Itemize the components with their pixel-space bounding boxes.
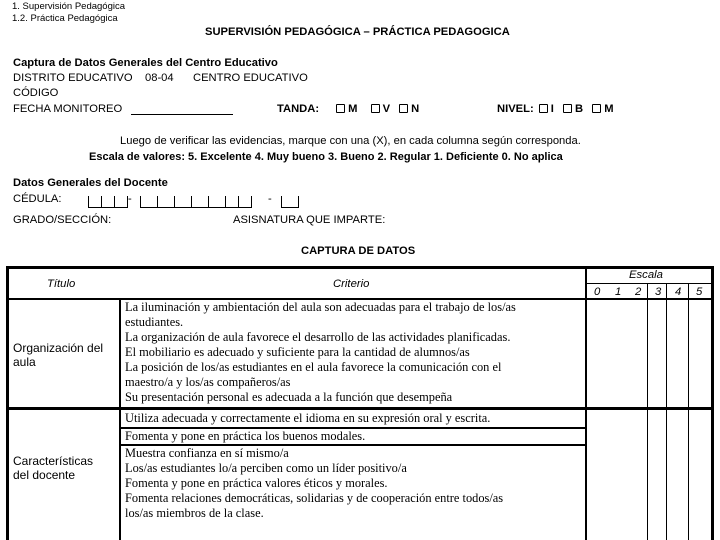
- scale-1: 1: [615, 286, 622, 298]
- criterion-text: los/as miembros de la clase.: [125, 506, 264, 520]
- group-title-line: Organización del: [13, 341, 104, 355]
- nivel-m-label: M: [604, 103, 614, 115]
- criterion-text: Utiliza adecuada y correctamente el idioma en su expresión oral y escrita.: [125, 411, 491, 425]
- document-title: SUPERVISIÓN PEDAGÓGICA – PRÁCTICA PEDAGOGICA: [205, 26, 510, 38]
- tanda-group: [277, 103, 419, 116]
- general-section-heading: Captura de Datos Generales del Centro Educativo: [13, 57, 278, 69]
- cedula-digit-box[interactable]: [101, 196, 114, 208]
- grado-label: GRADO/SECCIÓN:: [13, 214, 112, 226]
- group-title-line: del docente: [13, 468, 76, 482]
- criterion-cell: [125, 429, 365, 444]
- tanda-v-label: V: [382, 103, 391, 115]
- group-title-line: Características: [13, 454, 94, 468]
- criterio-column-divider: [585, 266, 587, 540]
- nivel-b-label: B: [575, 103, 584, 115]
- criterion-text: El mobiliario es adecuado y suficiente para la cantidad de alumnos/as: [125, 345, 470, 359]
- distrito-value: 08-04: [145, 72, 174, 84]
- scale-0: 0: [594, 286, 601, 298]
- breadcrumb-line-1: 1. Supervisión Pedagógica: [12, 1, 126, 12]
- group-title-line: aula: [13, 355, 36, 369]
- group-title-organizacion: [13, 341, 103, 369]
- table-border-right: [711, 266, 714, 540]
- instructions-scale-line: Escala de valores: 5. Excelente 4. Muy bueno 3. Bueno 2. Regular 1. Deficiente 0. No aplica: [89, 151, 563, 163]
- fecha-underline[interactable]: [131, 114, 233, 115]
- table-border-left: [6, 266, 9, 540]
- criterion-text: estudiantes.: [125, 315, 184, 329]
- nivel-m-checkbox[interactable]: [592, 104, 601, 113]
- criterion-cell: [125, 446, 503, 521]
- criterion-text: Su presentación personal es adecuada a la función que desempeña: [125, 390, 453, 404]
- scale-5: 5: [696, 286, 703, 298]
- tanda-label: TANDA:: [277, 103, 320, 115]
- cedula-label: CÉDULA:: [13, 193, 62, 205]
- tanda-n-checkbox[interactable]: [399, 104, 408, 113]
- cedula-digit-box[interactable]: [140, 196, 157, 208]
- table-border-top: [6, 266, 713, 269]
- cedula-digit-box[interactable]: [208, 196, 225, 208]
- cedula-separator-1: -: [128, 193, 132, 205]
- criterion-text: Fomenta y pone en práctica valores éticos y morales.: [125, 476, 388, 490]
- docente-section-heading: Datos Generales del Docente: [13, 177, 168, 189]
- cedula-boxes-2[interactable]: [140, 193, 252, 211]
- nivel-label: NIVEL:: [497, 103, 534, 115]
- instructions-line-1: Luego de verificar las evidencias, marque con una (X), en cada columna según corresponda.: [120, 135, 581, 147]
- cedula-separator-2: -: [268, 193, 272, 205]
- col-escala-header: Escala: [629, 269, 663, 281]
- fecha-label: FECHA MONITOREO: [13, 103, 123, 115]
- distrito-label: DISTRITO EDUCATIVO: [13, 72, 133, 84]
- nivel-i-label: I: [550, 103, 554, 115]
- tanda-m-checkbox[interactable]: [336, 104, 345, 113]
- criterion-text: Fomenta y pone en práctica los buenos modales.: [125, 429, 366, 443]
- criterion-text: La iluminación y ambientación del aula son adecuadas para el trabajo de los/as: [125, 300, 516, 314]
- scale-3: 3: [655, 286, 662, 298]
- cedula-digit-box[interactable]: [88, 196, 101, 208]
- criterion-text: Los/as estudiantes lo/a perciben como un líder positivo/a: [125, 461, 407, 475]
- asignatura-label: ASISNATURA QUE IMPARTE:: [233, 214, 386, 226]
- cedula-digit-box[interactable]: [191, 196, 208, 208]
- cedula-boxes-1[interactable]: [88, 193, 128, 211]
- cedula-boxes-3[interactable]: [281, 193, 299, 211]
- criterion-text: La posición de los/as estudiantes en el aula favorece la comunicación con el: [125, 360, 502, 374]
- cedula-digit-box[interactable]: [281, 196, 299, 208]
- cedula-digit-box[interactable]: [225, 196, 238, 208]
- group-title-caracteristicas: [13, 454, 93, 482]
- scale-divider: [666, 284, 667, 540]
- nivel-b-checkbox[interactable]: [563, 104, 572, 113]
- breadcrumb-line-2: 1.2. Práctica Pedagógica: [12, 13, 118, 24]
- nivel-group: [497, 103, 614, 116]
- cedula-digit-box[interactable]: [157, 196, 174, 208]
- col-criterio-header: Criterio: [333, 278, 370, 290]
- title-column-divider: [119, 298, 121, 540]
- criterion-cell: [125, 411, 490, 426]
- criterion-text: La organización de aula favorece el desarrollo de las actividades planificadas.: [125, 330, 511, 344]
- criterion-text: Fomenta relaciones democráticas, solidarias y de cooperación entre todos/as: [125, 491, 504, 505]
- nivel-i-checkbox[interactable]: [539, 104, 548, 113]
- criterion-text: Muestra confianza en sí mismo/a: [125, 446, 289, 460]
- scale-divider: [647, 284, 648, 540]
- scale-divider: [688, 284, 689, 540]
- escala-underline: [587, 283, 711, 284]
- cedula-digit-box[interactable]: [114, 196, 128, 208]
- criterion-text: maestro/a y los/as compañeros/as: [125, 375, 291, 389]
- codigo-label: CÓDIGO: [13, 87, 59, 99]
- tanda-m-label: M: [348, 103, 358, 115]
- tanda-n-label: N: [411, 103, 420, 115]
- scale-2: 2: [635, 286, 642, 298]
- group-divider: [6, 407, 713, 410]
- scale-4: 4: [675, 286, 682, 298]
- tanda-v-checkbox[interactable]: [371, 104, 380, 113]
- criterion-cell: [125, 300, 516, 405]
- col-titulo-header: Título: [47, 278, 76, 290]
- cedula-digit-box[interactable]: [238, 196, 252, 208]
- centro-label: CENTRO EDUCATIVO: [193, 72, 308, 84]
- captura-title: CAPTURA DE DATOS: [301, 245, 416, 257]
- cedula-digit-box[interactable]: [174, 196, 191, 208]
